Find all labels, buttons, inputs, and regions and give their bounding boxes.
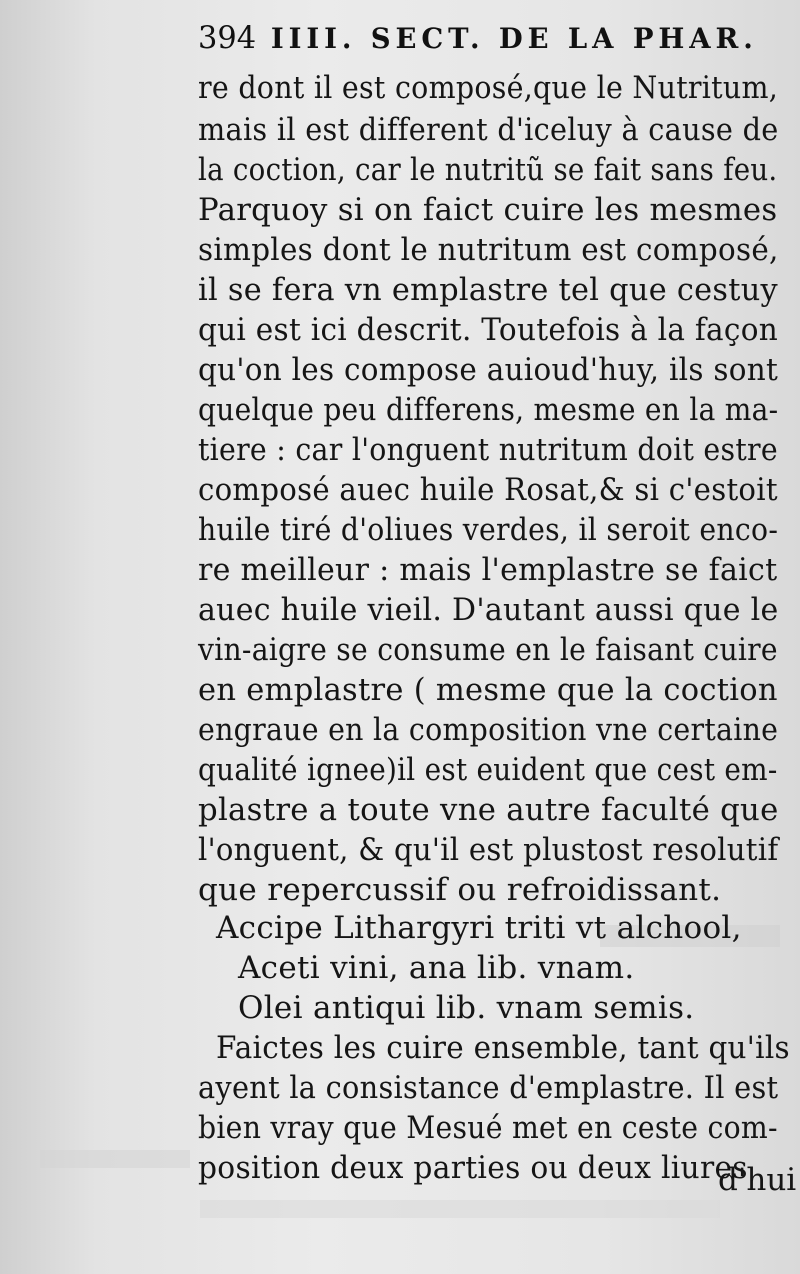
text-line: re meilleur : mais l'emplastre se faict	[198, 552, 778, 588]
text-line: en emplastre ( mesme que la coction	[198, 672, 778, 708]
show-through-smudge	[40, 1150, 190, 1168]
text-line: position deux parties ou deux liures	[198, 1150, 748, 1186]
running-head-title: IIII. SECT. DE LA PHAR.	[270, 22, 758, 55]
recipe-line: Aceti vini, ana lib. vnam.	[238, 950, 635, 986]
text-line: auec huile vieil. D'autant aussi que le	[198, 592, 779, 628]
text-line: simples dont le nutritum est composé,	[198, 232, 779, 268]
recipe-line: Accipe Lithargyri triti vt alchool,	[216, 910, 742, 946]
text-line: qui est ici descrit. Toutefois à la façon	[198, 312, 779, 348]
text-line: qu'on les compose auioud'huy, ils sont	[198, 352, 779, 388]
text-line: re dont il est composé,que le Nutritum,	[198, 70, 779, 106]
catchword: d'hui	[718, 1162, 797, 1198]
text-line: huile tiré d'oliues verdes, il seroit enco-	[198, 512, 779, 548]
recipe-line: Olei antiqui lib. vnam semis.	[238, 990, 695, 1026]
text-line: qualité ignee)il est euident que cest em-	[198, 752, 778, 788]
text-line: tiere : car l'onguent nutritum doit estre	[198, 432, 778, 468]
text-line: l'onguent, & qu'il est plustost resolutif	[198, 832, 779, 868]
text-line: engraue en la composition vne certaine	[198, 712, 779, 748]
text-line: il se fera vn emplastre tel que cestuy	[198, 272, 778, 308]
text-line: vin-aigre se consume en le faisant cuire	[198, 632, 778, 668]
text-line: que repercussif ou refroidissant.	[198, 872, 722, 908]
text-line: mais il est different d'iceluy à cause de	[198, 112, 779, 148]
text-line: Faictes les cuire ensemble, tant qu'ils	[216, 1030, 790, 1066]
running-head	[198, 20, 758, 56]
text-line: Parquoy si on faict cuire les mesmes	[198, 192, 778, 228]
text-line: la coction, car le nutritũ se fait sans feu.	[198, 152, 778, 188]
text-line: bien vray que Mesué met en ceste com-	[198, 1110, 778, 1146]
page-number: 394	[198, 20, 257, 56]
text-line: quelque peu differens, mesme en la ma-	[198, 392, 779, 428]
text-line: composé auec huile Rosat,& si c'estoit	[198, 472, 778, 508]
show-through-smudge	[200, 1200, 720, 1218]
text-line: ayent la consistance d'emplastre. Il est	[198, 1070, 779, 1106]
text-line: plastre a toute vne autre faculté que	[198, 792, 779, 828]
